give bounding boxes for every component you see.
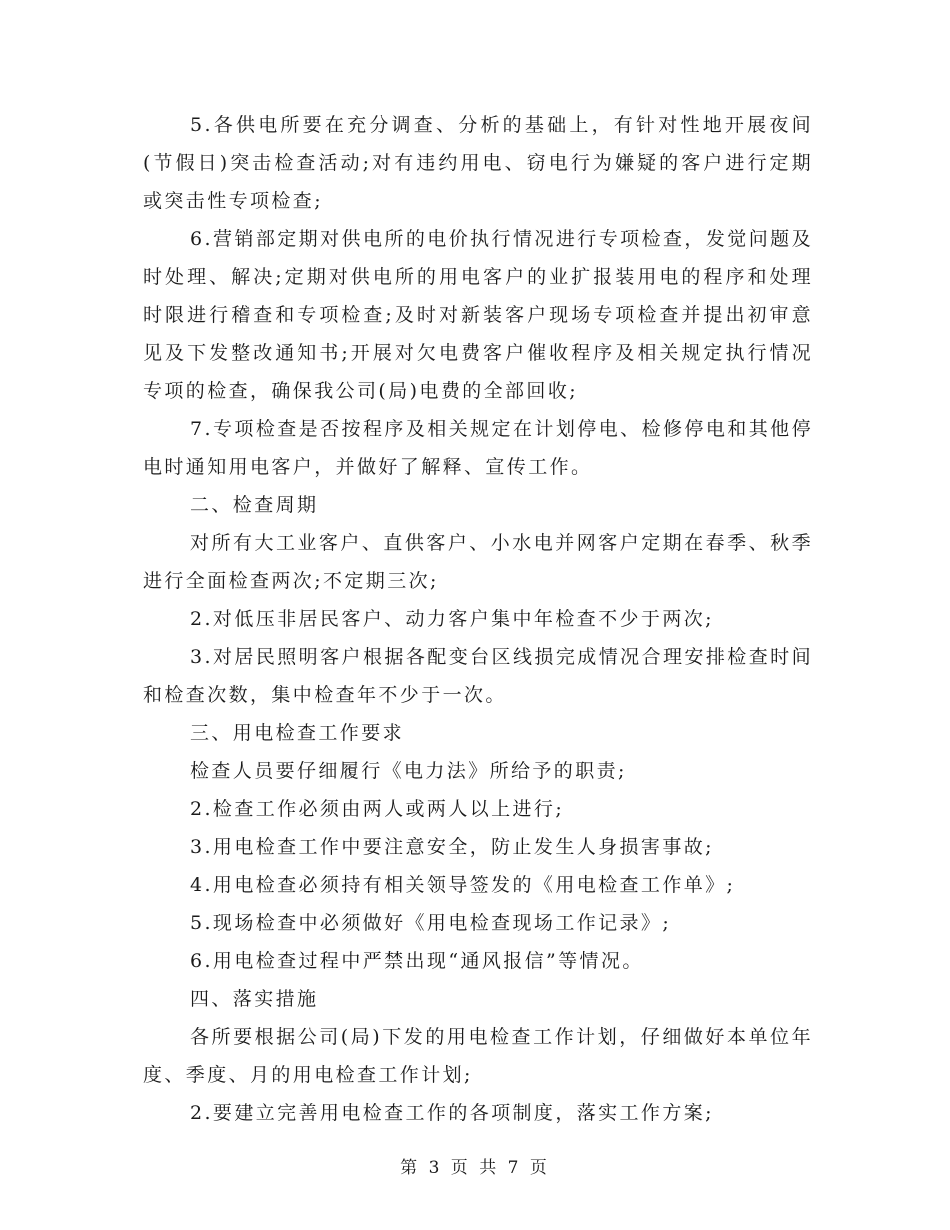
paragraph-item-6-price-inspection: 6.营销部定期对供电所的电价执行情况进行专项检查，发觉问题及时处理、解决;定期对供电所的用电客户的业扩报装用电的程序和处理时限进行稽查和专项检查;及时对新装客户现场专项检查并提出初审意见及下发整改通知书;开展对欠电费客户催收程序及相关规定执行情况专项的检查，确保我公司(局)电费的全部回收; [143,228,813,402]
paragraph-requirement-6: 6.用电检查过程中严禁出现“通风报信”等情况。 [190,950,644,972]
paragraph-item-7-outage-notice: 7.专项检查是否按程序及相关规定在计划停电、检修停电和其他停电时通知用电客户，并做好了解释、宣传工作。 [143,418,813,478]
page-footer [0,1153,950,1178]
footer-current-page: 3 [428,1158,443,1178]
paragraph-item-5-night-inspection: 5.各供电所要在充分调查、分析的基础上，有针对性地开展夜间(节假日)突击检查活动;对有违约用电、窃电行为嫌疑的客户进行定期或突击性专项检查; [143,114,813,212]
section-heading-implementation: 四、落实措施 [190,988,319,1010]
paragraph-cycle-3: 3.对居民照明客户根据各配变台区线损完成情况合理安排检查时间和检查次数，集中检查年不少于一次。 [143,646,813,706]
paragraph-requirement-4: 4.用电检查必须持有相关领导签发的《用电检查工作单》; [190,874,736,896]
paragraph-implementation-1: 各所要根据公司(局)下发的用电检查工作计划，仔细做好本单位年度、季度、月的用电检查工作计划; [143,1026,813,1086]
footer-total-pages: 7 [507,1158,522,1178]
section-heading-work-requirements: 三、用电检查工作要求 [190,722,405,744]
paragraph-requirement-1: 检查人员要仔细履行《电力法》所给予的职责; [190,760,627,782]
paragraph-requirement-3: 3.用电检查工作中要注意安全，防止发生人身损害事故; [190,836,714,858]
paragraph-implementation-2: 2.要建立完善用电检查工作的各项制度，落实工作方案; [190,1102,714,1124]
document-body [143,106,813,1132]
footer-label-prefix: 第 [400,1158,421,1178]
footer-label-suffix: 页 [529,1158,550,1178]
section-heading-inspection-cycle: 二、检查周期 [190,494,319,516]
paragraph-requirement-2: 2.检查工作必须由两人或两人以上进行; [190,798,565,820]
paragraph-cycle-1: 对所有大工业客户、直供客户、小水电并网客户定期在春季、秋季进行全面检查两次;不定期三次; [143,532,813,592]
paragraph-cycle-2: 2.对低压非居民客户、动力客户集中年检查不少于两次; [190,608,714,630]
paragraph-requirement-5: 5.现场检查中必须做好《用电检查现场工作记录》; [190,912,672,934]
footer-label-middle: 页 共 [450,1158,500,1178]
